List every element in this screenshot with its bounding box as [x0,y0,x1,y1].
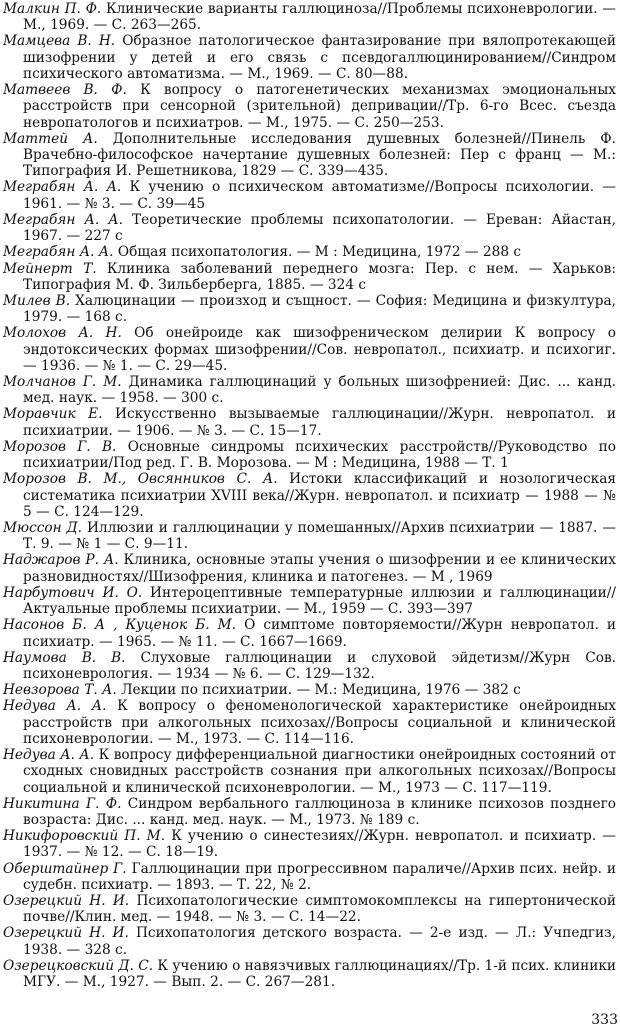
entry-text: Интероцептивные температурные иллюзии и галлюцинации//Актуальные проблемы психиатрии. — М., 1959 — С. 393—397 [23,584,617,618]
entry-author: Недува А. А. [3,747,95,764]
bibliography-entry [3,131,616,180]
bibliography-entry [3,520,616,552]
entry-text: Динамика галлюцинаций у больных шизофренией: Дис. ... канд. мед. наук. — 1958. — 300 с. [23,374,616,407]
page-number: 333 [591,1012,618,1028]
bibliography-entry [3,682,616,698]
entry-author: Матвеев В. Ф. [3,82,127,99]
entry-author: Никифоровский П. М. [3,828,166,845]
entry-author: Морозов В. М., Овсянников С. А. [3,471,278,488]
entry-text: К вопросу о патогенетических механизмах эмоциональных расстройств при сенсорной (зрительной) депривации//Тр. 6-го Всес. съезда невропатологов и психиатров. — М., 1975. — С. 250—253. [23,82,616,131]
bibliography-entry [3,861,616,893]
entry-author: Озерецкий Н. И. [3,893,130,910]
bibliography-entry [3,1,616,33]
entry-text: Основные синдромы психических расстройств//Руководство по психиатрии/Под ред. Г. В. Морозова. — М : Медицина, 1988 — Т. 1 [23,438,616,472]
bibliography-entry [3,82,616,131]
entry-author: Наумова В. В. [3,649,126,666]
bibliography-entry [3,293,616,325]
entry-author: Мейнерт Т. [3,260,97,277]
entry-text: Синдром вербального галлюциноза в клинике психозов позднего возраста: Дис. ... канд. мед. наук. — М., 1973. № 189 с. [23,795,616,828]
entry-author: Недува А. А. [3,698,107,715]
entry-author: Молохов А. Н. [3,325,122,342]
entry-author: Нарбутович И. О. [3,584,143,601]
bibliography-entry [3,796,616,828]
entry-text: К учению о психическом автоматизме//Вопросы психологии. — 1961. — № 3. — С. 39—45 [23,179,616,212]
entry-text: Клиника заболеваний переднего мозга: Пер. с нем. — Харьков: Типография М. Ф. Зильберберга, 1885. — 324 с [23,260,616,293]
bibliography-entry [3,828,616,860]
bibliography-entry [3,698,616,747]
entry-text: Галлюцинации при прогрессивном параличе//Архив псих. нейр. и судебн. психиатр. — 1893. — Т. 22, № 2. [23,860,616,893]
entry-text: Психопатологические симптомокомплексы на гипертонической почве//Клин. мед. — 1948. — № 3. — С. 14—22. [23,893,616,926]
entry-author: Невзорова Т. А. [3,682,117,699]
entry-author: Мюссон Д. [3,520,83,536]
entry-text: К учению о навязчивых галлюцинациях//Тр. 1-й псих. клиники МГУ. — М., 1927. — Вып. 2. — С. 267—281. [23,957,616,991]
bibliography-entry [3,650,616,682]
entry-text: Лекции по психиатрии. — М.: Медицина, 1976 — 382 с [121,682,521,699]
bibliography-entry [3,958,616,990]
entry-text: Теоретические проблемы психопатологии. — Ереван: Айастан, 1967. — 227 с [23,211,616,245]
entry-text: Клинические варианты галлюциноза//Проблемы психоневрологии. — М., 1969. — С. 263—265. [23,1,616,34]
entry-author: Никитина Г. Ф. [3,795,122,812]
entry-author: Меграбян А. А. [3,211,123,228]
entry-author: Мамцева В. Н. [3,33,116,50]
bibliography-entry [3,179,616,211]
entry-text: Образное патологическое фантазирование при вялопротекающей шизофрении у детей и его связь с псевдогаллюцинированием//Синдром психического автоматизма. — М., 1969. — С. 80—88. [23,33,616,82]
bibliography-entry [3,585,616,617]
bibliography-entry [3,33,616,82]
entry-author: Озерецковский Д. С. [3,957,154,974]
bibliography-entry [3,406,616,438]
entry-author: Моравчик Е. [3,406,103,423]
bibliography-entry [3,471,616,520]
entry-author: Меграбян А. А. [3,244,114,261]
entry-author: Меграбян А. А. [3,179,122,196]
entry-text: О симптоме повторяемости//Журн невропатол. и психиатр. — 1965. — № 11. — С. 1667—1669. [23,617,616,650]
bibliography-entry [3,261,616,293]
entry-text: Психопатология детского возраста. — 2-е изд. — Л.: Учпедгиз, 1938. — 328 с. [23,925,616,958]
bibliography-entry [3,617,616,649]
entry-text: К вопросу дифференциальной диагностики онейроидных состояний от сходных сновидных расстройств сознания при алкогольных психозах//Вопросы социальной и клинической психоневрологии. — М., 1973 — С. 117—119. [23,747,616,796]
entry-author: Оберштайнер Г. [3,860,127,877]
entry-author: Маттей А. [3,130,98,147]
entry-author: Озерецкий Н. И. [3,925,129,942]
bibliography-entry [3,893,616,925]
bibliography-entry [3,325,616,374]
entry-author: Милев В. [3,292,71,309]
entry-text: Истоки классификаций и нозологическая систематика психиатрии XVIII века//Журн. невропатол. и психиатр — 1988 — № 5 — С. 124—129. [23,471,616,520]
entry-text: К учению о синестезиях//Журн. невропатол. и психиатр. — 1937. — № 12. — С. 18—19. [23,828,616,861]
entry-text: Клиника, основные этапы учения о шизофрении и ее клинических разновидностях//Шизофрения, клиника и патогенез. — М , 1969 [23,552,616,585]
bibliography-entry [3,244,616,260]
bibliography-entry [3,925,616,957]
entry-author: Молчанов Г. М. [3,374,122,391]
entry-author: Наджаров Р. А. [3,552,119,569]
entry-author: Насонов Б. А , Куценок Б. М. [3,617,237,634]
bibliography-entry [3,552,616,584]
bibliography-entry [3,212,616,244]
bibliography-entry [3,374,616,406]
entry-text: Об онейроиде как шизофреническом делирии К вопросу о эндотоксических формах шизофрении//Сов. невропатол., психиатр. и психогиг. — 1936. — № 1. — С. 29—45. [23,325,616,374]
entry-author: Морозов Г. В. [3,438,117,455]
bibliography-entry [3,439,616,471]
entry-author: Малкин П. Ф. [3,1,102,17]
entry-text: Общая психопатология. — М : Медицина, 1972 — 288 с [117,244,522,261]
bibliography-entry [3,747,616,796]
bibliography-list [3,1,616,990]
entry-text: Дополнительные исследования душевных болезней//Пинель Ф. Врачебно-философское начертание душевных болезней: Пер с франц — М.: Типография И. Решетникова, 1829 — С. 339—435. [23,130,616,180]
entry-text: Искусственно вызываемые галлюцинации//Журн. невропатол. и психиатрии. — 1906. — № 3. — С. 15—17. [23,406,616,439]
entry-text: Халюцинации — произход и същност. — София: Медицина и физкултура, 1979. — 168 с. [23,292,616,326]
entry-text: Иллюзии и галлюцинации у помешанных//Архив психиатрии — 1887. — Т. 9. — № 1 — С. 9—11. [23,520,617,553]
entry-text: Слуховые галлюцинации и слуховой эйдетизм//Журн Сов. психоневрология. — 1934 — № 6. — С. 129—132. [23,649,616,682]
entry-text: К вопросу о феноменологической характеристике онейроидных расстройств при алкогольных психозах//Вопросы социальной и клинической психоневрологии. — М., 1973. — С. 114—116. [23,698,616,747]
